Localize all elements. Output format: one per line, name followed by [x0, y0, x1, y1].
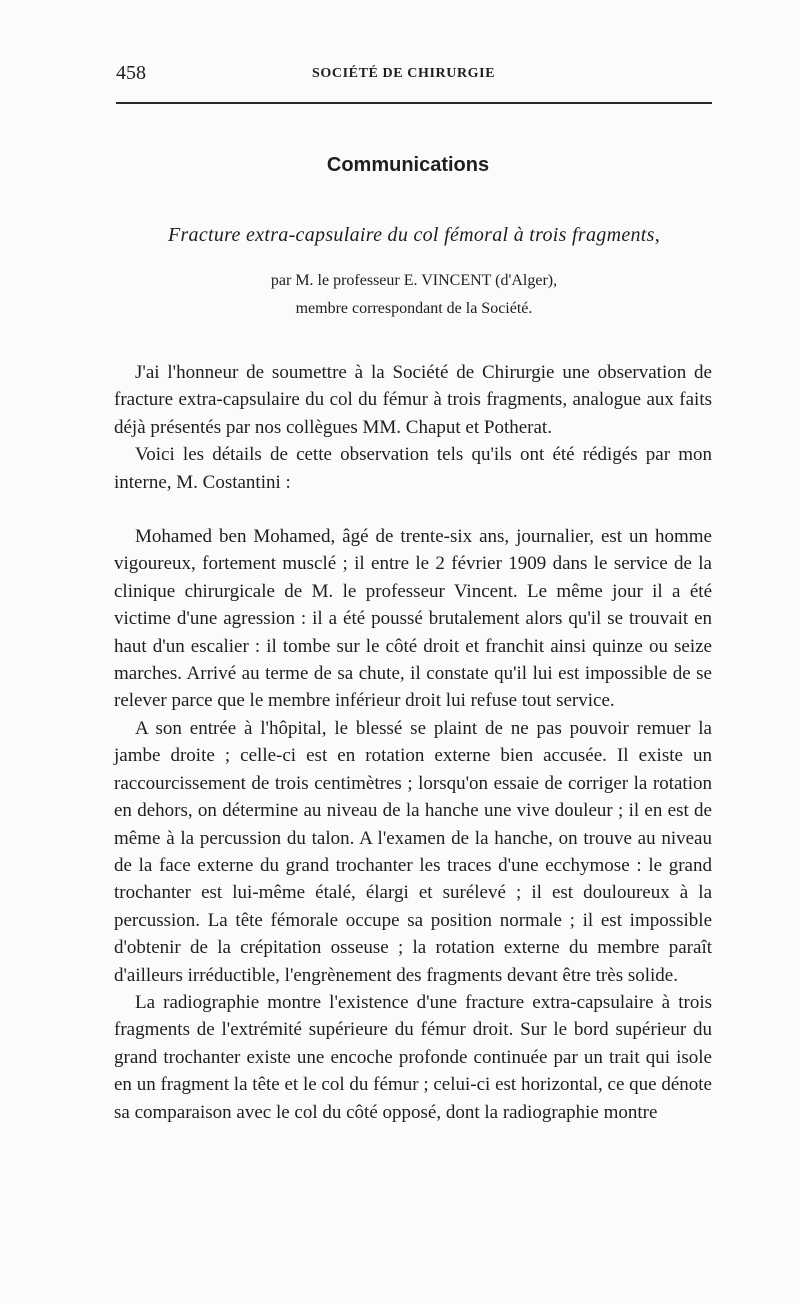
author-byline: par M. le professeur E. VINCENT (d'Alger),	[270, 272, 558, 289]
paragraph: Mohamed ben Mohamed, âgé de trente-six ans, journalier, est un homme vigoureux, fortement musclé ; il entre le 2 février 1909 dans le service de la clinique chirurgicale de M. le professeur Vincent. Le même jour il a été victime d'une agression : il a été poussé brutalement alors qu'il se trouvait en haut d'un escalier : il tombe sur le côté droit et franchit ainsi quinze ou seize marches. Arrivé au terme de sa chute, il constate qu'il lui est impossible de se relever parce que le membre inférieur droit lui refuse tout service.	[114, 526, 712, 712]
paragraph: La radiographie montre l'existence d'une fracture extra-capsulaire à trois fragments de l'extrémité supérieure du fémur droit. Sur le bord supérieur du grand trochanter existe une encoche profonde continuée par un trait qui isole en un fragment la tête et le col du fémur ; celui-ci est horizontal, ce que dénote sa comparaison avec le col du côté opposé, dont la radiographie montre	[114, 991, 712, 1123]
page-number: 458	[116, 62, 146, 84]
author-affiliation: membre correspondant de la Société.	[295, 300, 533, 317]
paragraph: A son entrée à l'hôpital, le blessé se plaint de ne pas pouvoir remuer la jambe droite ; celle-ci est en rotation externe bien accusée. Il existe un raccourcissement de trois centimètres ; lorsqu'on essaie de corriger la rotation en dehors, on détermine au niveau de la hanche une vive douleur ; il en est de même à la percussion du talon. A l'examen de la hanche, on trouve au niveau de la face externe du grand trochanter les traces d'une ecchymose : le grand trochanter est lui-même étalé, élargi et surélevé ; il est douloureux à la percussion. La tête fémorale occupe sa position normale ; il est impossible d'obtenir de la crépitation osseuse ; la rotation externe du membre paraît d'ailleurs irréductible, l'engrènement des fragments devant être très solide.	[114, 717, 712, 986]
running-head: SOCIÉTÉ DE CHIRURGIE	[312, 66, 496, 81]
article-title: Fracture extra-capsulaire du col fémoral à trois fragments,	[167, 224, 661, 246]
page-header	[116, 62, 712, 92]
header-rule	[116, 102, 712, 104]
paragraph: Voici les détails de cette observation tels qu'ils ont été rédigés par mon interne, M. Costantini :	[114, 444, 712, 493]
paragraph: J'ai l'honneur de soumettre à la Société de Chirurgie une observation de fracture extra-capsulaire du col du fémur à trois fragments, analogue aux faits déjà présentés par nos collègues MM. Chaput et Potherat.	[114, 362, 712, 438]
section-title: Communications	[326, 154, 490, 176]
article-body	[114, 359, 712, 1126]
